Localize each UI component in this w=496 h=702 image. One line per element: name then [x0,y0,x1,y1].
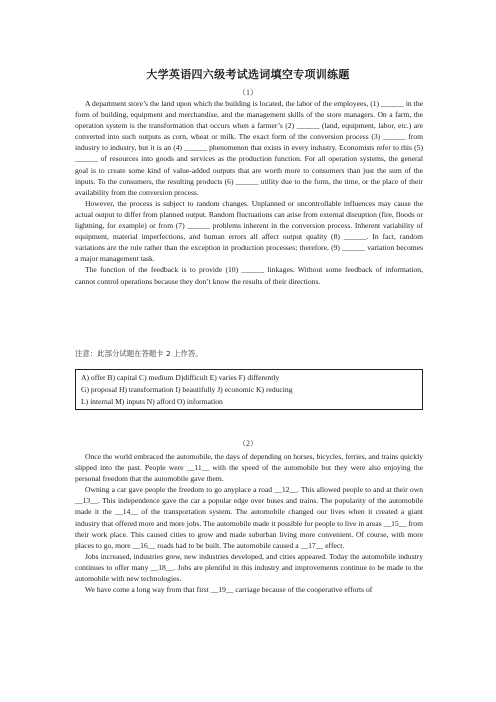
word-bank-row: L) internal M) inputs N) afford O) information [81,397,223,407]
passage-1 [75,98,423,287]
passage-2-paragraph: We have come a long way from that first __19__ carriage because of the cooperative efforts of [85,585,373,595]
section-1-number: （1） [238,88,258,97]
word-bank-row: A) offer B) capital C) medium D)difficult E) varies F) differently [81,373,280,382]
section-2-number: （2） [238,439,258,448]
passage-2-paragraph: Once the world embraced the automobile, the days of depending on horses, bicycles, ferries, and trains quickly slipped into the past. People were __11__ with the speed of the automobile but they were also enjoying the personal freedom that the automobile gave them. [75,452,423,484]
page-title: 大学英语四六级考试选词填空专项训练题 [146,68,350,81]
word-bank-row: G) proposal H) transformation I) beautifully J) economic K) reducing [81,385,293,395]
passage-2-paragraph: Jobs increased, industries grew, new industries developed, and cities appeared. Today the automobile industry continues to offer many __18__. Jobs are plentiful in this industry and improvements continue to be made to the automobile with new technologies. [75,551,423,584]
passage-2 [75,451,423,595]
passage-2-paragraph: Owning a car gave people the freedom to go anyplace a road __12__. This allowed people to and at their own __13__. This independence gave the car a popular edge over buses and trains. The popularity of the automobile made it the __14__ of the transportation system. The automobile changed our lives when it created a giant industry that offered more and more jobs. The automobile made it possible for people to live in areas __15__ from their work place. This caused cities to grow and made suburban living more convenient. Of course, with more places to go, more __16__ roads had to be built. The automobile caused a __17__ effect. [75,485,423,550]
answer-sheet-note: 注意：此部分试题在答题卡 2 上作答。 [75,349,203,358]
passage-1-paragraph: A department store’s the land upon which the building is located, the labor of the employees, (1) ______ in the form of building, equipment and merchandise, and the management skills of the store managers. On a farm, the operation system is the transformation that occurs when a farmer’s (2) ______ (land, equipment, labor, etc.) are converted into such outputs as corn, wheat or milk. The exact form of the conversion process (3) ______ from industry to industry, but it is an (4) ______ phenomenon that exists in every industry. Economists refer to this (5) ______ of resources into goods and services as the production function. For all operation systems, the general goal is to create some kind of value-added outputs that are worth more to consumers than just the sum of the inputs. To the consumers, the resulting products (6) ______ utility due to the form, the time, or the place of their availability from the conversion process. [75,99,423,197]
word-bank-box [75,369,423,410]
passage-1-paragraph: The function of the feedback is to provide (10) ______ linkages. Without some feedback of information, cannot control operations because they don’t know the results of their directions. [75,265,423,286]
passage-1-paragraph: However, the process is subject to random changes. Unplanned or uncontrollable influences may cause the actual output to differ from planned output. Random fluctuations can arise from external disruption (fire, floods or lightning, for example) or from (7) ______ problems inherent in the conversion process. Inherent variability of equipment, material imperfections, and human errors all affect output quality (8) ______. In fact, random variations are the rule rather than the exception in production processes; therefore, (9) ______ variation becomes a major management task. [75,198,423,264]
